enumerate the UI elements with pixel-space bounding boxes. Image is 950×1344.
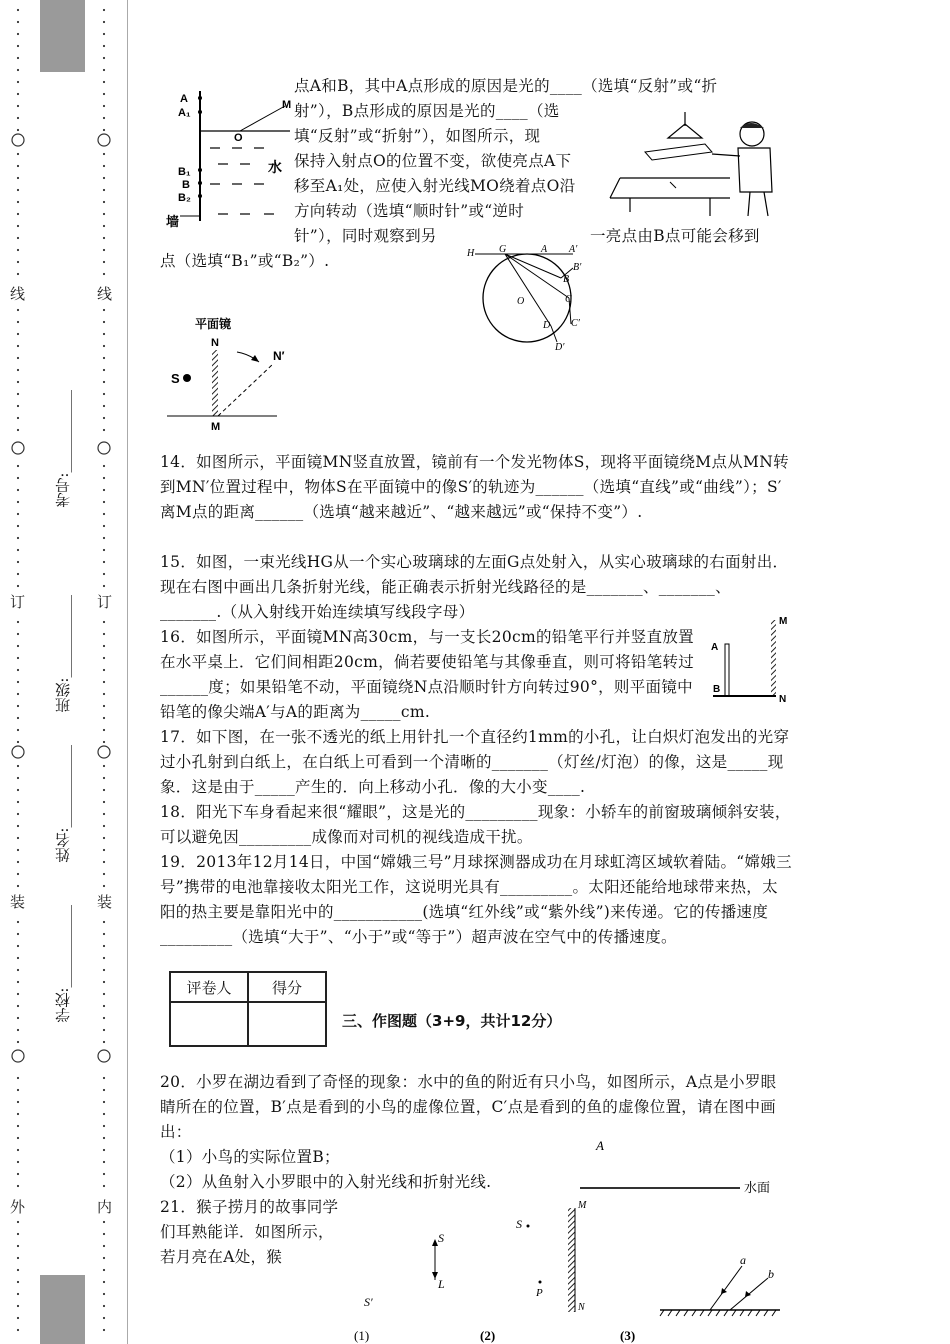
label-A: A	[596, 1138, 604, 1153]
label-N: N	[578, 1302, 585, 1313]
label-A1: A₁	[178, 107, 191, 119]
q13-line6: 方向转动（选填“顺时针”或“逆时	[294, 202, 525, 220]
label-B: B	[563, 274, 570, 285]
margin-xian-outer: 线	[10, 285, 26, 303]
label-O: O	[517, 296, 525, 307]
bottom-figures	[350, 1196, 790, 1344]
label-N: N	[779, 694, 787, 702]
label-H: H	[467, 248, 475, 259]
question-19: 19．2013年12月14日，中国“嫦娥三号”月球探测器成功在月球虹湾区域软着陆。“嫦娥三号”携带的电池靠接收太阳光工作，这说明光具有_________。太阳还能给地球带来热，太阳的热主要是靠阳光中的___________(选填“红外线”或“紫外线”)来传递。它的传播速度_________（选填“大于”、“小于”或“等于”）超声波在空气中的传播速度。	[160, 853, 792, 946]
pinhole-lamp-figure	[600, 112, 785, 217]
question-14: 14．如图所示，平面镜MN竖直放置，镜前有一个发光物体S，现将平面镜绕M点从MN转到MN′位置过程中，物体S在平面镜中的像S′的轨迹为______（选填“直线”或“曲线”）；S′离M点的距离______（选填“越来越近”、“越来越远”或“保持不变”）.	[160, 453, 789, 521]
margin-zhuang-inner: 装	[97, 893, 113, 911]
label-O: O	[234, 132, 243, 144]
q13-line7b: 一亮点由B点可能会移到	[590, 227, 760, 245]
name-field[interactable]: 姓名:___________	[54, 745, 72, 863]
q13-line5: 移至A₁处，应使入射光线MO绕着点O沿	[294, 177, 576, 195]
label-Nprime: N′	[273, 349, 285, 363]
label-N: N	[211, 337, 219, 349]
margin-zhuang-outer: 装	[10, 893, 26, 911]
question-20: 20．小罗在湖边看到了奇怪的现象：水中的鱼的附近有只小鸟，如图所示，A点是小罗眼睛所在的位置，B′点是看到的小鸟的虚像位置，C′点是看到的鱼的虚像位置，请在图中画出：	[160, 1073, 777, 1141]
exam-no-field[interactable]: 考号:___________	[54, 390, 72, 508]
score-table	[169, 971, 327, 1047]
question-17: 17．如下图，在一张不透光的纸上用针扎一个直径约1mm的小孔，让白炽灯泡发出的光穿过小孔射到白纸上，在白纸上可看到一个清晰的_______（灯丝/灯泡）的像，这是_____现象．这是由于_____产生的．向上移动小孔．像的大小变____.	[160, 728, 790, 796]
label-a: a	[740, 1253, 746, 1267]
label-M: M	[779, 616, 788, 627]
q13-line3: 填“反射”或“折射”），如图所示，现	[294, 127, 541, 145]
inner-dotted-line	[86, 0, 126, 1344]
label-Bprime: B′	[573, 262, 582, 273]
figure-3-caption: (3)	[620, 1328, 636, 1343]
q13-line8: 点（选填“B₁”或“B₂”）.	[160, 252, 330, 270]
question-15: 15．如图，一束光线HG从一个实心玻璃球的左面G点处射入，从实心玻璃球的右面射出．现在右图中画出几条折射光线，能正确表示折射光线路径的是_______、_______、_______.（从入射线开始连续填写线段字母）	[160, 553, 789, 621]
label-A: A	[711, 642, 719, 653]
outer-dotted-line	[0, 0, 36, 1344]
margin-gray-top	[40, 0, 85, 72]
margin-wai-label: 外	[10, 1198, 26, 1216]
grader-cell[interactable]	[170, 1002, 248, 1046]
label-Dprime: D′	[555, 342, 565, 353]
school-field[interactable]: 学校:___________	[54, 905, 72, 1023]
q13-line2: 射”），B点形成的原因是光的____（选	[294, 102, 560, 120]
q13-line1: 点A和B，其中A点形成的原因是光的____（选填“反射”或“折	[294, 77, 718, 95]
label-S: S	[438, 1231, 444, 1245]
label-M: M	[578, 1200, 587, 1211]
pencil-mirror-figure	[703, 612, 793, 702]
label-B: B	[182, 179, 190, 191]
label-C: C	[565, 294, 572, 305]
margin-ding-inner: 订	[97, 593, 113, 611]
label-B: B	[713, 684, 721, 695]
label-plane-mirror: 平面镜	[195, 317, 232, 331]
label-B1: B₁	[178, 166, 191, 178]
label-A: A	[180, 93, 188, 105]
label-M: M	[282, 99, 292, 111]
glass-sphere-figure	[465, 242, 600, 354]
figure-2	[480, 1200, 587, 1343]
question-21: 21．猴子捞月的故事同学们耳熟能详．如图所示，若月亮在A处，猴	[160, 1198, 339, 1266]
score-cell[interactable]	[248, 1002, 326, 1046]
score-header: 得分	[248, 972, 326, 1002]
label-B2: B₂	[178, 192, 191, 204]
lake-figure	[580, 1134, 790, 1194]
section-3-title: 三、作图题（3+9，共计12分）	[342, 1012, 562, 1030]
margin-xian-inner: 线	[97, 285, 113, 303]
mirror-rotation-figure	[165, 316, 305, 434]
question-16: 16．如图所示，平面镜MN高30cm，与一支长20cm的铅笔平行并竖直放置在水平桌上．它们间相距20cm，倘若要使铅笔与其像垂直，则可将铅笔转过______度；如果铅笔不动，平面镜绕N点沿顺时针方向转过90°，则平面镜中铅笔的像尖端A′与A的距离为_____cm.	[160, 628, 695, 721]
label-S2: S	[516, 1217, 522, 1231]
margin-border	[127, 0, 128, 1344]
question-20-part2: （2）从鱼射入小罗眼中的入射光线和折射光线.	[160, 1173, 492, 1191]
question-18: 18．阳光下车身看起来很“耀眼”，这是光的_________现象：小轿车的前窗玻璃倾斜安装，可以避免因_________成像而对司机的视线造成干扰。	[160, 803, 791, 846]
label-S: S	[171, 371, 180, 386]
q13-line7: 针”），同时观察到另	[294, 227, 437, 245]
figure-2-caption: (2)	[480, 1328, 496, 1343]
label-A: A	[541, 244, 548, 255]
label-Sprime: S′	[364, 1295, 373, 1309]
label-wall: 墙	[166, 214, 180, 229]
label-D: D	[543, 320, 551, 331]
label-water: 水	[268, 159, 282, 175]
label-M: M	[211, 421, 221, 433]
question-20-part1: （1）小鸟的实际位置B；	[160, 1148, 340, 1166]
margin-ding-outer: 订	[10, 593, 26, 611]
q13-line4: 保持入射点O的位置不变，欲使亮点A下	[294, 152, 572, 170]
figure-1	[354, 1231, 445, 1343]
margin-gray-bottom	[40, 1275, 85, 1344]
label-P: P	[536, 1287, 543, 1299]
label-b: b	[768, 1267, 774, 1281]
class-field[interactable]: 班级:___________	[54, 595, 72, 713]
label-L: L	[438, 1277, 445, 1291]
label-G: G	[499, 244, 507, 255]
label-Cprime: C′	[571, 318, 580, 329]
margin-nei-label: 内	[97, 1198, 113, 1216]
figure-3	[620, 1253, 780, 1343]
label-water-surface: 水面	[744, 1181, 771, 1194]
water-wall-figure	[160, 86, 295, 236]
figure-1-caption: (1)	[354, 1328, 370, 1343]
label-Aprime: A′	[569, 244, 578, 255]
grader-header: 评卷人	[170, 972, 248, 1002]
